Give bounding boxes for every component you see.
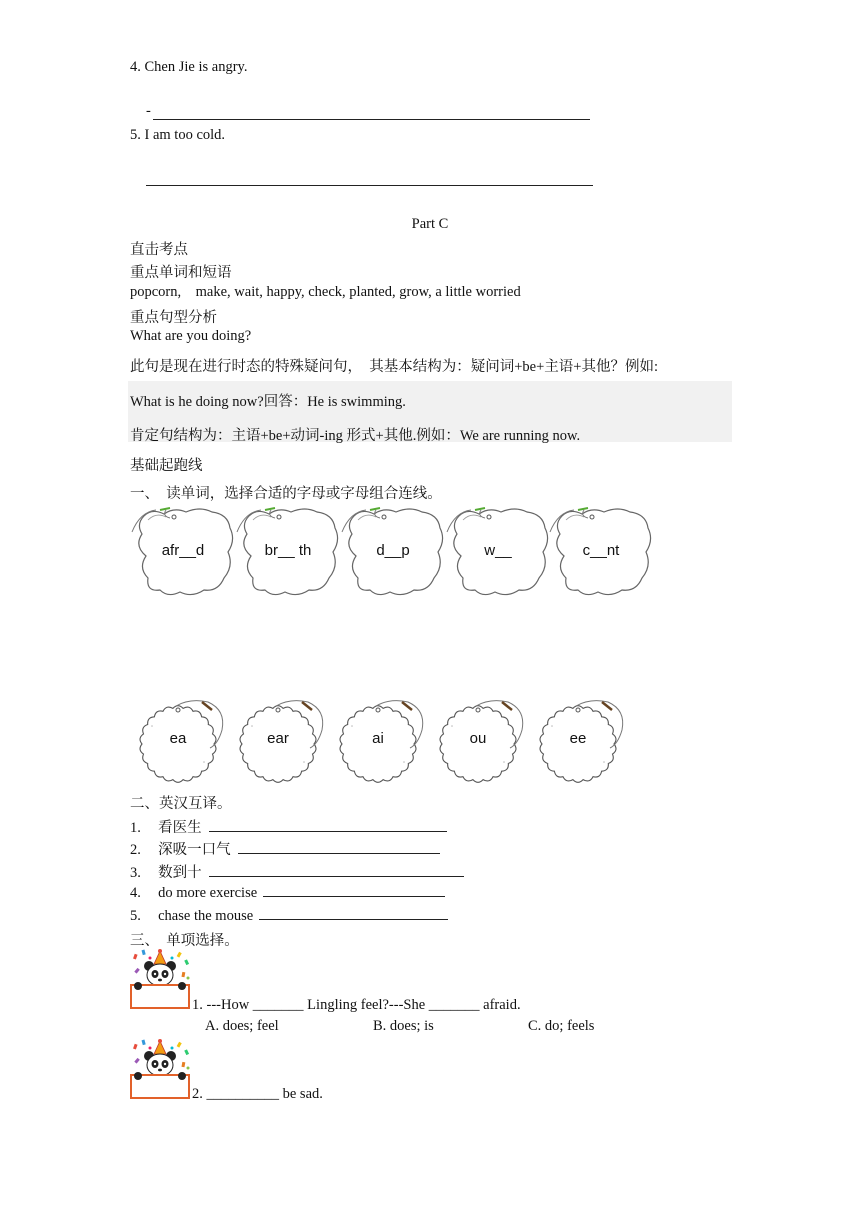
key-sentence: What are you doing? [130,328,252,344]
translate-text: 看医生 [158,820,202,836]
translate-item-5 [130,906,448,925]
translate-number: 4. [130,885,141,901]
translate-item-4 [130,883,445,902]
letter-tag[interactable] [132,696,232,788]
heading-kaodian: 直击考点 [130,242,188,258]
part-c-title: Part C [411,216,449,232]
letter-tag-label: ou [469,730,487,747]
letter-tag[interactable] [232,696,332,788]
answer-4-prefix: - [146,103,151,119]
word-tag-label: br__ th [264,542,312,559]
letter-tag-label: ee [569,730,587,747]
basics-heading: 基础起跑线 [130,458,203,474]
letter-tag[interactable] [332,696,432,788]
word-tag[interactable] [130,506,236,598]
example-2: 肯定句结构为：主语+be+动词-ing 形式+其他.例如：We are running now. [130,428,581,444]
section-1-title: 一、 读单词，选择合适的字母或字母组合连线。 [130,486,442,502]
answer-blank[interactable] [209,818,447,832]
translate-number: 3. [130,865,141,881]
letter-tag-label: ai [372,730,384,747]
mc-question-1: 1. ---How _______ Lingling feel?---She _______ afraid. [192,997,521,1013]
translate-number: 2. [130,842,141,858]
mc-option-b: B. does; is [373,1018,434,1034]
panda-icon [130,1038,192,1100]
answer-blank[interactable] [259,906,448,920]
mc-option-c: C. do; feels [528,1018,595,1034]
example-1: What is he doing now?回答：He is swimming. [130,394,406,410]
answer-blank[interactable] [263,883,445,897]
letter-tag[interactable] [532,696,632,788]
heading-words: 重点单词和短语 [130,265,232,281]
letter-tag[interactable] [432,696,532,788]
translate-number: 1. [130,820,141,836]
question-5: 5. I am too cold. [130,127,226,143]
word-tag-label: w__ [484,542,512,559]
translate-text: do more exercise [158,885,258,901]
translate-text: 深吸一口气 [158,842,231,858]
word-tag[interactable] [340,506,446,598]
word-tag[interactable] [445,506,551,598]
word-tag-label: d__p [376,542,410,559]
letter-tag-label: ea [169,730,187,747]
answer-blank[interactable] [209,863,464,877]
letter-tag-label: ear [267,730,289,747]
word-tag[interactable] [235,506,341,598]
translate-text: chase the mouse [158,908,254,924]
sentence-explanation: 此句是现在进行时态的特殊疑问句， 其基本结构为：疑问词+be+主语+其他？例如: [130,359,658,375]
question-4: 4. Chen Jie is angry. [130,59,248,75]
answer-blank[interactable] [238,840,440,854]
answer-line-4 [153,119,590,120]
translate-text: 数到十 [158,865,202,881]
section-2-title: 二、英汉互译。 [130,796,232,812]
word-tag[interactable] [548,506,654,598]
section-3-title: 三、 单项选择。 [130,933,239,949]
word-tag-label: c__nt [582,542,620,559]
heading-sentence: 重点句型分析 [130,310,217,326]
answer-line-5 [146,185,593,186]
translate-item-2 [130,838,440,859]
word-tag-label: afr__d [161,542,205,559]
panda-icon [130,948,192,1010]
translate-item-3 [130,861,464,882]
mc-option-a: A. does; feel [205,1018,279,1034]
translate-item-1 [130,816,447,837]
translate-number: 5. [130,908,141,924]
mc-question-2: 2. __________ be sad. [192,1086,323,1102]
key-words: popcorn, make, wait, happy, check, planted, grow, a little worried [130,284,521,300]
